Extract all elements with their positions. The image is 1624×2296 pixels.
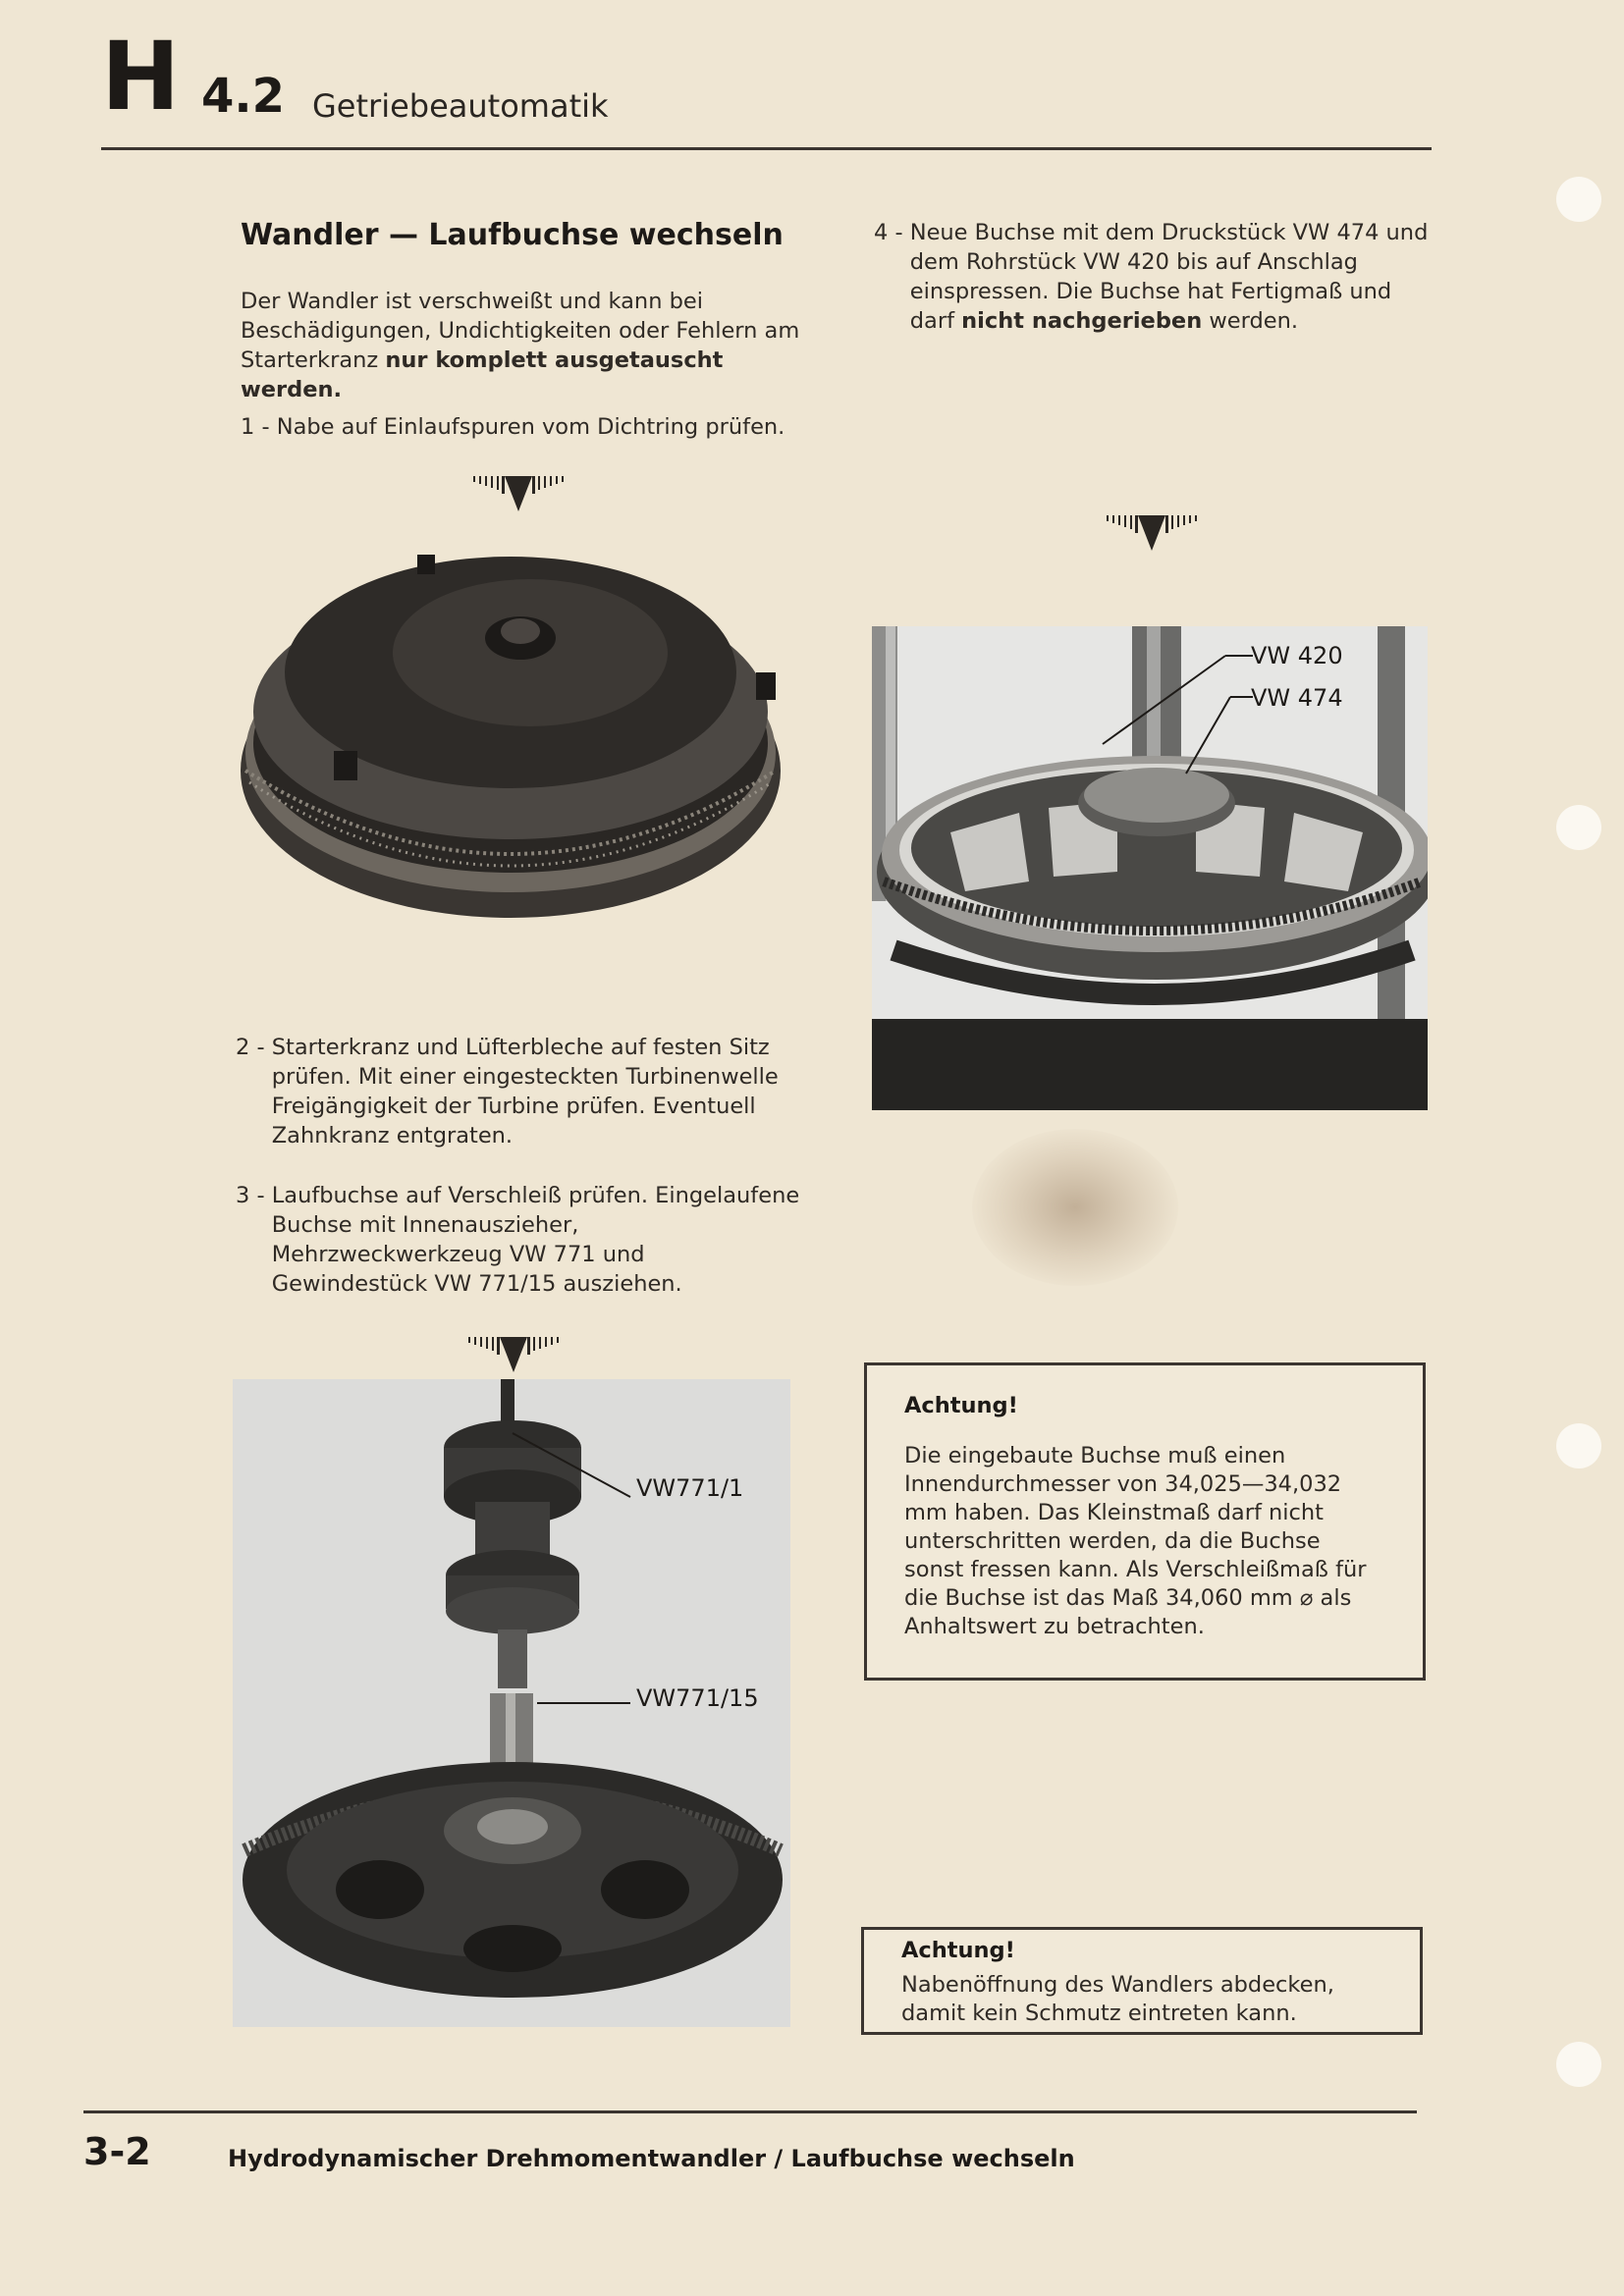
step-2-text: Starterkranz und Lüfterbleche auf festen Sitz prüfen. Mit einer eingesteckten Turbinenwelle Freigängigkeit der Turbine prüfen. Eventuell Zahnkranz entgraten.: [271, 1035, 779, 1148]
step-2: [236, 1033, 805, 1150]
intro-text: Der Wandler ist verschweißt und kann bei Beschädigungen, Undichtigkeiten oder Fehlern am Starterkranz: [241, 289, 800, 373]
chapter-title: Getriebeautomatik: [312, 87, 609, 125]
warning-1-text: Die eingebaute Buchse muß einen Innendurchmesser von 34,025—34,032 mm haben. Das Kleinstmaß darf nicht unterschritten werden, da die Buchse sonst fressen kann. Als Verschleißmaß für die Buchse ist das Maß 34,060 mm ⌀ als Anhaltswert zu betrachten.: [904, 1443, 1367, 1639]
step-3-number: 3 -: [236, 1183, 272, 1208]
page-number: 3-2: [83, 2130, 151, 2173]
step-4-text-bold: nicht nachgerieben: [961, 308, 1203, 334]
punch-hole: [1556, 805, 1601, 850]
warning-box-1: [864, 1362, 1426, 1681]
step-3: [236, 1181, 805, 1299]
step-1-number: 1 -: [241, 414, 277, 440]
step-4: [874, 218, 1438, 336]
step-4-text: [910, 218, 1438, 336]
intro-bold-text: nur komplett ausgetauscht werden.: [241, 347, 724, 402]
pointer-arrow-icon: [1105, 515, 1199, 551]
chapter-letter: H: [101, 22, 179, 132]
warning-2-text: Nabenöffnung des Wandlers abdecken, damit kein Schmutz eintreten kann.: [901, 1972, 1334, 2026]
warning-2-title: Achtung!: [901, 1938, 1015, 1963]
step-4-text-end: werden.: [1202, 308, 1299, 334]
punch-hole: [1556, 177, 1601, 222]
step-4-number: 4 -: [874, 220, 910, 245]
pointer-arrow-icon: [471, 476, 566, 511]
punch-hole: [1556, 1423, 1601, 1468]
callout-vw771-15: VW771/15: [636, 1684, 759, 1712]
callout-vw771-1: VW771/1: [636, 1474, 744, 1502]
torque-converter-photo: [236, 525, 795, 957]
press-bushing-photo: [872, 626, 1428, 1110]
header-rule: [101, 147, 1432, 150]
pointer-arrow-icon: [466, 1337, 561, 1372]
step-1-text: Nabe auf Einlaufspuren vom Dichtring prüfen.: [276, 414, 785, 440]
section-title: Wandler — Laufbuchse wechseln: [241, 218, 784, 252]
footer-rule: [83, 2110, 1417, 2113]
footer-title: Hydrodynamischer Drehmomentwandler / Laufbuchse wechseln: [228, 2145, 1075, 2172]
callout-vw474: VW 474: [1251, 684, 1343, 712]
warning-box-2: [861, 1927, 1423, 2035]
callout-vw420: VW 420: [1251, 642, 1343, 669]
step-1: [241, 412, 830, 442]
paper-stain: [972, 1129, 1178, 1286]
step-3-text: Laufbuchse auf Verschleiß prüfen. Eingelaufene Buchse mit Innenauszieher, Mehrzweckwerkzeug VW 771 und Gewindestück VW 771/15 ausziehen.: [271, 1183, 800, 1297]
warning-1-title: Achtung!: [904, 1393, 1018, 1418]
step-4-text-plain: Neue Buchse mit dem Druckstück VW 474 und dem Rohrstück VW 420 bis auf Anschlag einspressen. Die Buchse hat Fertigmaß und darf: [909, 220, 1429, 334]
punch-hole: [1556, 2042, 1601, 2087]
step-2-number: 2 -: [236, 1035, 272, 1060]
chapter-number: 4.2: [201, 69, 286, 124]
intro-paragraph: [241, 287, 805, 404]
